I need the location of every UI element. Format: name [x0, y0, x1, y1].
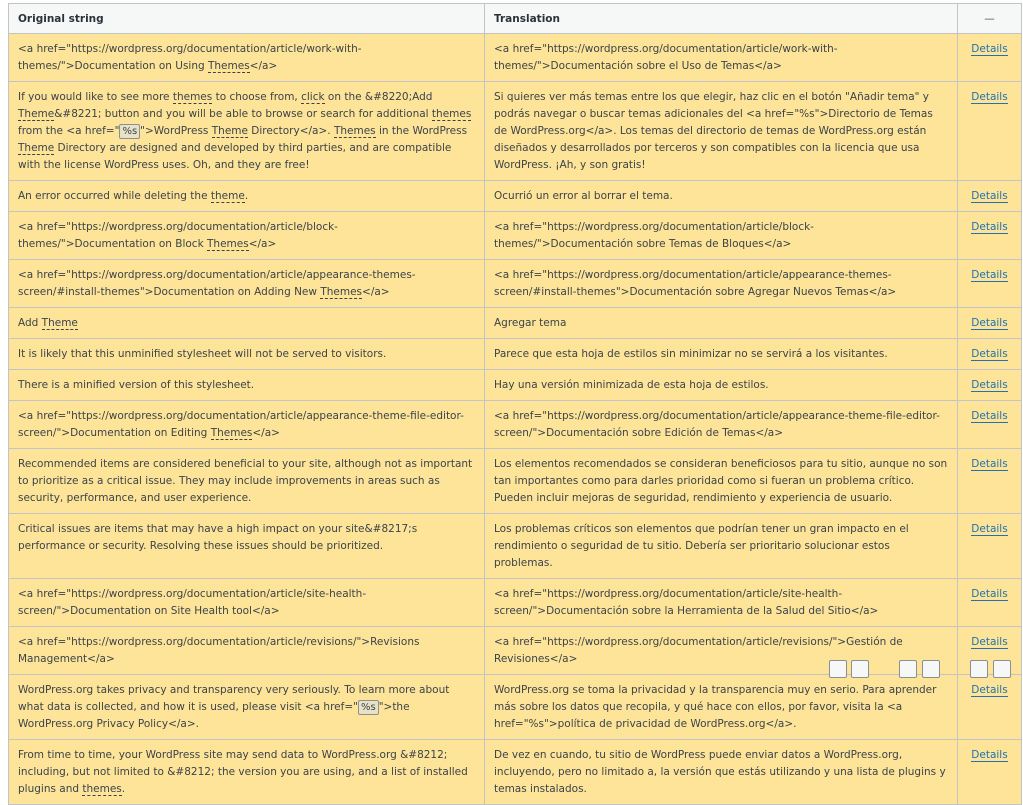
glossary-term[interactable]: theme — [210, 190, 245, 202]
translation-cell[interactable] — [485, 34, 958, 82]
translation-text: <a href="https://wordpress.org/documentation/article/block-themes/">Documentación sobre Temas de Bloques</a> — [494, 221, 814, 250]
details-link[interactable]: Details — [971, 379, 1008, 391]
glossary-term[interactable]: Themes — [207, 60, 250, 72]
original-string-cell — [9, 339, 485, 370]
translation-text: Los problemas críticos son elementos que podrían tener un gran impacto en el rendimiento o seguridad de tu sitio. Debería ser prioritario solucionar estos problemas. — [494, 523, 909, 569]
original-string-cell — [9, 675, 485, 740]
details-link[interactable]: Details — [971, 636, 1008, 648]
translation-cell[interactable] — [485, 308, 958, 339]
translation-cell[interactable] — [485, 514, 958, 579]
translation-cell[interactable] — [485, 675, 958, 740]
details-link[interactable]: Details — [971, 749, 1008, 761]
details-link[interactable]: Details — [971, 221, 1008, 233]
header-translation: Translation — [485, 4, 958, 34]
table-row — [9, 308, 1022, 339]
original-text: There is a minified version of this stylesheet. — [18, 379, 255, 391]
translation-cell[interactable] — [485, 627, 958, 675]
glossary-term[interactable]: Theme — [18, 108, 55, 120]
translation-text: <a href="https://wordpress.org/documentation/article/work-with-themes/">Documentación sobre el Uso de Temas</a> — [494, 43, 838, 72]
original-string-cell — [9, 212, 485, 260]
table-row — [9, 212, 1022, 260]
original-string-cell — [9, 401, 485, 449]
original-text: It is likely that this unminified stylesheet will not be served to visitors. — [18, 348, 387, 360]
original-string-cell — [9, 627, 485, 675]
action-cell — [958, 82, 1022, 181]
translation-cell[interactable] — [485, 579, 958, 627]
original-text: in the WordPress — [375, 125, 468, 137]
table-row — [9, 740, 1022, 805]
translation-cell[interactable] — [485, 212, 958, 260]
header-original-string: Original string — [9, 4, 485, 34]
translation-text: Ocurrió un error al borrar el tema. — [494, 190, 673, 202]
translation-text: Los elementos recomendados se consideran beneficiosos para tu sitio, aunque no son tan importantes como para darles prioridad como si fueran un problema crítico. Pueden incluir mejoras de seguridad, rendimiento y experiencia de usuario. — [494, 458, 948, 504]
original-text: Critical issues are items that may have a high impact on your site&#8217;s performance or security. Resolving these issues should be prioritized. — [18, 523, 418, 552]
original-string-cell — [9, 514, 485, 579]
details-link[interactable]: Details — [971, 684, 1008, 696]
original-text: WordPress.org takes privacy and transparency very seriously. To learn more about what data is collected, and how it is used, please visit <a href=" — [18, 684, 450, 713]
original-text: . — [121, 783, 126, 795]
action-cell — [958, 514, 1022, 579]
table-row — [9, 514, 1022, 579]
table-row — [9, 401, 1022, 449]
glossary-term[interactable]: Theme — [41, 317, 78, 329]
translation-text: Agregar tema — [494, 317, 567, 329]
glossary-term[interactable]: Theme — [211, 125, 248, 137]
action-cell — [958, 579, 1022, 627]
original-string-cell — [9, 740, 485, 805]
action-cell — [958, 740, 1022, 805]
translation-text: Hay una versión minimizada de esta hoja de estilos. — [494, 379, 769, 391]
last-page-button[interactable] — [993, 660, 1011, 678]
original-string-cell — [9, 82, 485, 181]
translation-text: Parece que esta hoja de estilos sin minimizar no se servirá a los visitantes. — [494, 348, 888, 360]
original-text: </a> — [252, 427, 280, 439]
original-text: If you would like to see more — [18, 91, 173, 103]
details-link[interactable]: Details — [971, 588, 1008, 600]
original-text: . — [244, 190, 249, 202]
action-cell — [958, 401, 1022, 449]
details-link[interactable]: Details — [971, 523, 1008, 535]
translation-text: <a href="https://wordpress.org/documentation/article/revisions/">Gestión de Revisiones</a> — [494, 636, 903, 665]
original-string-cell — [9, 449, 485, 514]
translation-text: Si quieres ver más temas entre los que elegir, haz clic en el botón "Añadir tema" y podrás navegar o buscar temas adicionales del <a href="%s">Directorio de Temas de WordPress.org</a>. Los temas del directorio de temas de WordPress.org están diseñados y desarrollados por terceros y son compatibles con la licencia que usa WordPress. ¡Ah, y son gratis! — [494, 91, 933, 171]
translation-strings-table — [8, 3, 1022, 805]
glossary-term[interactable]: themes — [172, 91, 213, 103]
original-text: </a> — [249, 60, 278, 72]
header-action-toggle[interactable]: — — [958, 4, 1022, 34]
table-row — [9, 181, 1022, 212]
original-text: to choose from, — [212, 91, 302, 103]
details-link[interactable]: Details — [971, 410, 1008, 422]
translation-text: <a href="https://wordpress.org/documentation/article/site-health-screen/">Documentación sobre la Herramienta de la Salud del Sitio</a> — [494, 588, 879, 617]
original-text: ">the WordPress.org Privacy Policy</a>. — [18, 701, 410, 730]
translation-cell[interactable] — [485, 82, 958, 181]
table-row — [9, 449, 1022, 514]
strings-table-container — [8, 3, 1023, 805]
original-text: From time to time, your WordPress site may send data to WordPress.org &#8212; including, but not limited to &#8212; the version you are using, and a list of installed plugins and — [18, 749, 468, 795]
action-cell — [958, 260, 1022, 308]
details-link[interactable]: Details — [971, 190, 1008, 202]
table-row — [9, 370, 1022, 401]
placeholder-token: %s — [119, 124, 140, 139]
details-link[interactable]: Details — [971, 43, 1008, 55]
original-text: An error occurred while deleting the — [18, 190, 211, 202]
original-string-cell — [9, 260, 485, 308]
original-text: <a href="https://wordpress.org/documentation/article/work-with-themes/">Documentation on Using — [18, 43, 362, 72]
details-link[interactable]: Details — [971, 91, 1008, 103]
action-cell — [958, 675, 1022, 740]
original-string-cell — [9, 579, 485, 627]
original-text: Add — [18, 317, 42, 329]
details-link[interactable]: Details — [971, 317, 1008, 329]
page-total-button[interactable] — [922, 660, 940, 678]
table-row — [9, 675, 1022, 740]
original-string-cell — [9, 308, 485, 339]
original-text: <a href="https://wordpress.org/documentation/article/site-health-screen/">Documentation on Site Health tool</a> — [18, 588, 367, 617]
action-cell — [958, 370, 1022, 401]
glossary-term[interactable]: Themes — [207, 238, 249, 250]
details-link[interactable]: Details — [971, 458, 1008, 470]
original-text: Recommended items are considered beneficial to your site, although not as important to prioritize as a critical issue. They may include improvements in areas such as security, performance, and user experience. — [18, 458, 473, 504]
original-text: from the <a href=" — [18, 125, 120, 137]
translation-cell[interactable] — [485, 740, 958, 805]
original-text: <a href="https://wordpress.org/documentation/article/revisions/">Revisions Management</a> — [18, 636, 420, 665]
glossary-term[interactable]: Themes — [320, 286, 363, 298]
original-text: &#8221; button and you will be able to browse or search for additional — [54, 108, 432, 120]
action-cell — [958, 627, 1022, 675]
table-header-row — [9, 4, 1022, 34]
translation-cell[interactable] — [485, 260, 958, 308]
translation-cell[interactable] — [485, 339, 958, 370]
table-row — [9, 260, 1022, 308]
original-text: <a href="https://wordpress.org/documentation/article/appearance-themes-screen/#install-themes">Documentation on Adding New — [18, 269, 416, 298]
original-text: Directory are designed and developed by third parties, and are compatible with the license WordPress uses. Oh, and they are free! — [18, 142, 452, 171]
action-cell — [958, 308, 1022, 339]
original-string-cell — [9, 370, 485, 401]
original-text: ">WordPress — [140, 125, 212, 137]
original-text: </a> — [362, 286, 390, 298]
translation-text: WordPress.org se toma la privacidad y la transparencia muy en serio. Para aprender más sobre los datos que recopila, y qué hace con ellos, por favor, visita la <a href="%s">política de privacidad de WordPress.org</a>. — [494, 684, 937, 730]
placeholder-token: %s — [358, 700, 379, 715]
table-row — [9, 579, 1022, 627]
original-string-cell — [9, 181, 485, 212]
details-link[interactable]: Details — [971, 348, 1008, 360]
glossary-term[interactable]: Themes — [210, 427, 253, 439]
original-string-cell — [9, 34, 485, 82]
table-row — [9, 627, 1022, 675]
next-page-button[interactable] — [970, 660, 988, 678]
details-link[interactable]: Details — [971, 269, 1008, 281]
table-row — [9, 82, 1022, 181]
translation-text: <a href="https://wordpress.org/documentation/article/appearance-themes-screen/#install-themes">Documentación sobre Agregar Nuevos Temas</a> — [494, 269, 897, 298]
glossary-term[interactable]: click — [301, 91, 325, 103]
first-page-button[interactable] — [829, 660, 847, 678]
translation-text: De vez en cuando, tu sitio de WordPress puede enviar datos a WordPress.org, incluyendo, pero no limitado a, la versión que estás utilizando y una lista de plugins y temas instalados. — [494, 749, 946, 795]
translation-cell[interactable] — [485, 449, 958, 514]
glossary-term[interactable]: themes — [82, 783, 122, 795]
action-cell — [958, 34, 1022, 82]
action-cell — [958, 449, 1022, 514]
page-input-button[interactable] — [899, 660, 917, 678]
glossary-term[interactable]: Theme — [18, 142, 55, 154]
original-text: </a> — [248, 238, 277, 250]
action-cell — [958, 339, 1022, 370]
translation-cell[interactable] — [485, 401, 958, 449]
glossary-term[interactable]: Themes — [333, 125, 376, 137]
action-cell — [958, 212, 1022, 260]
original-text: <a href="https://wordpress.org/documentation/article/appearance-theme-file-editor-screen/">Documentation on Editing — [18, 410, 464, 439]
original-text: <a href="https://wordpress.org/documentation/article/block-themes/">Documentation on Block — [18, 221, 338, 250]
glossary-term[interactable]: themes — [431, 108, 472, 120]
action-cell — [958, 181, 1022, 212]
original-text: on the &#8220;Add — [324, 91, 433, 103]
translation-text: <a href="https://wordpress.org/documentation/article/appearance-theme-file-editor-screen/">Documentación sobre Edición de Temas</a> — [494, 410, 940, 439]
table-row — [9, 339, 1022, 370]
table-row — [9, 34, 1022, 82]
translation-cell[interactable] — [485, 181, 958, 212]
original-text: Directory</a>. — [247, 125, 334, 137]
translation-cell[interactable] — [485, 370, 958, 401]
prev-page-button[interactable] — [851, 660, 869, 678]
